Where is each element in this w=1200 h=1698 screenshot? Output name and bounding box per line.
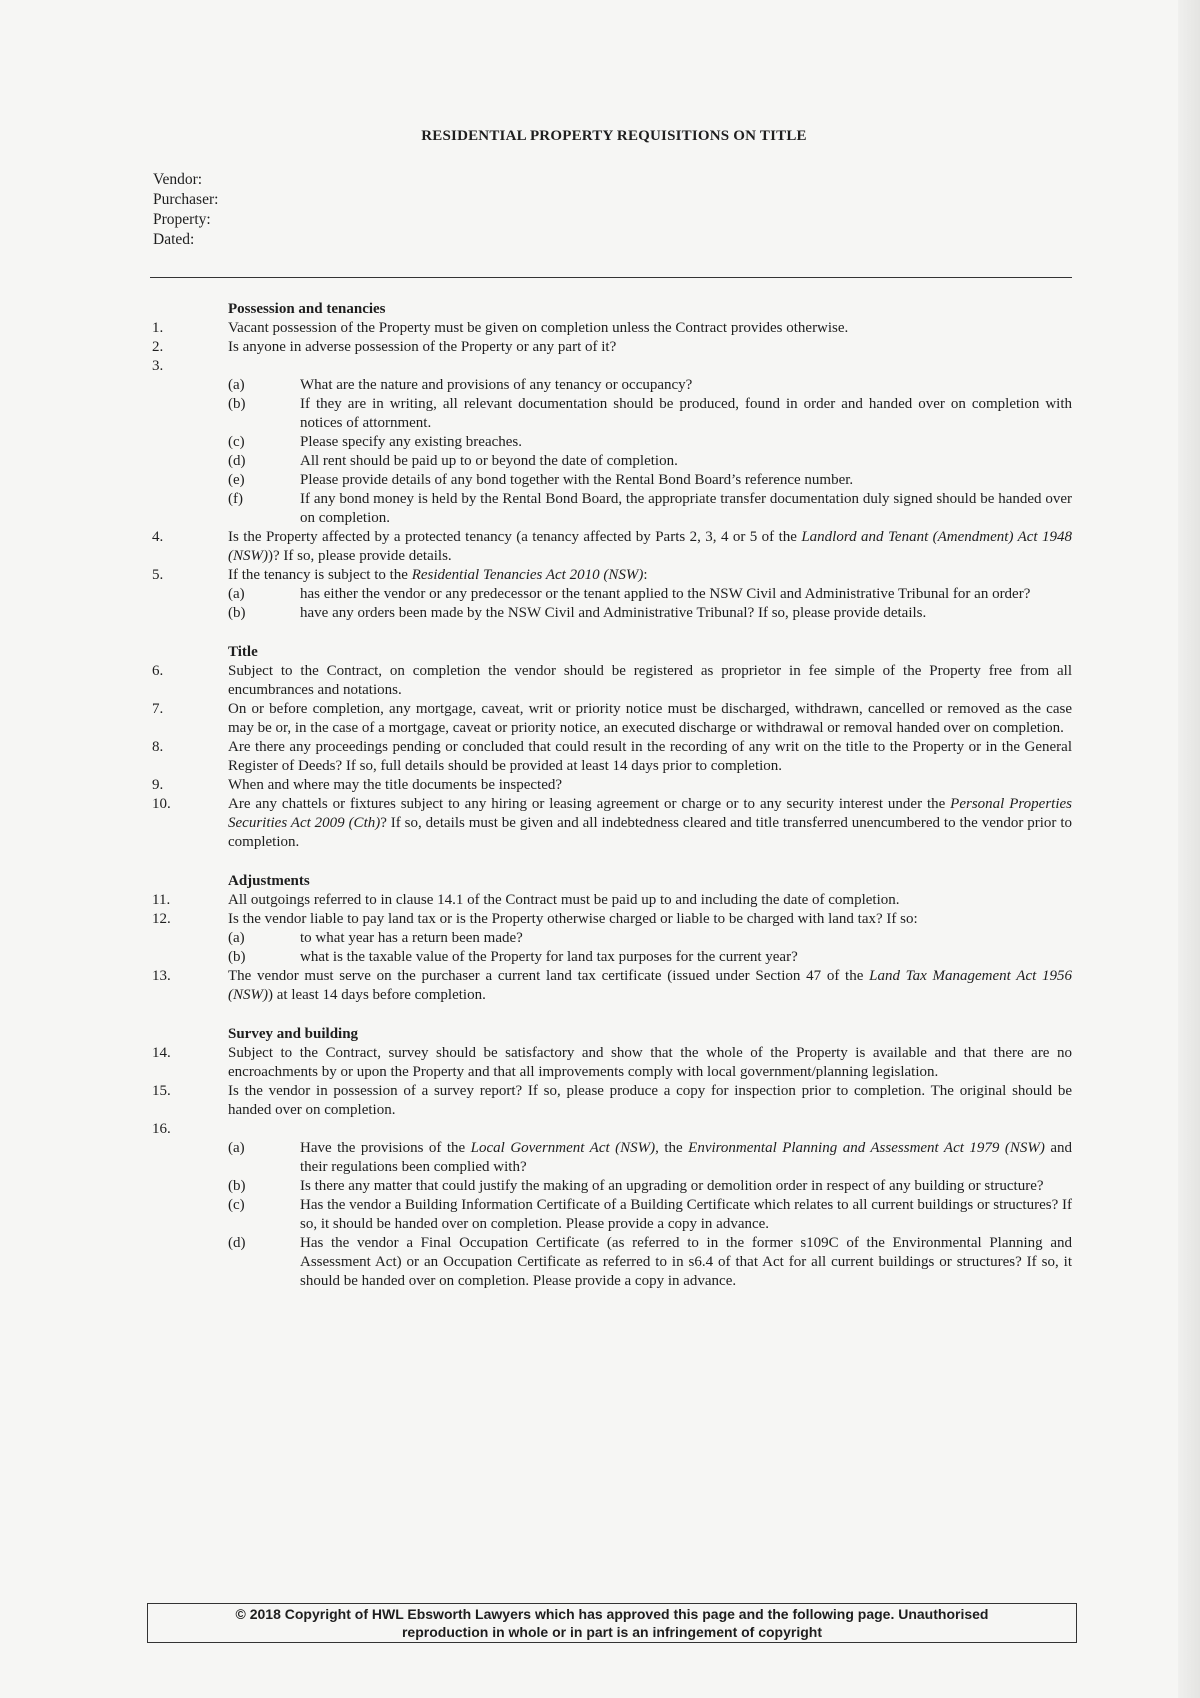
vendor-label: Vendor:: [153, 171, 203, 188]
sub-item-text: Please specify any existing breaches.: [300, 434, 523, 450]
sub-item-text: Is there any matter that could justify the making of an upgrading or demolition order in respect of any building or structure?: [300, 1178, 1044, 1194]
requisition-item: [152, 910, 1072, 929]
requisition-item: [152, 776, 1072, 795]
sub-item-text: If they are in writing, all relevant documentation should be produced, found in order and handed over on completion with notices of attornment.: [300, 396, 1072, 431]
property-label: Property:: [153, 211, 211, 228]
sub-item-text: Has the vendor a Building Information Certificate of a Building Certificate which relates to all current buildings or structures? If so, it should be handed over on completion. Please provide a copy in advance.: [300, 1197, 1072, 1232]
sub-item-label: (c): [228, 434, 245, 450]
item-text: )? If so, please provide details.: [268, 548, 452, 564]
document-title: RESIDENTIAL PROPERTY REQUISITIONS ON TITLE: [421, 128, 807, 144]
item-text: When and where may the title documents be inspected?: [228, 777, 563, 793]
sub-item-label: (a): [228, 1140, 245, 1156]
sub-item-label: (f): [228, 491, 243, 507]
item-text: ) at least 14 days before completion.: [268, 987, 486, 1003]
act-citation: Local Government Act (NSW): [470, 1140, 656, 1156]
sub-item-label: (b): [228, 396, 246, 412]
item-text: :: [643, 567, 648, 583]
sub-item-label: (d): [228, 453, 246, 469]
sub-item-text: Please provide details of any bond together with the Rental Bond Board’s reference number.: [300, 472, 854, 488]
section-heading-title: Title: [228, 644, 258, 660]
sub-item-label: (b): [228, 605, 246, 621]
sub-item: [152, 395, 1072, 433]
requisition-item: [152, 662, 1072, 700]
sub-item-text: All rent should be paid up to or beyond the date of completion.: [300, 453, 678, 469]
item-text: Are any chattels or fixtures subject to any hiring or leasing agreement or charge or to any security interest under the: [228, 796, 951, 812]
item-text: Is the vendor in possession of a survey report? If so, please produce a copy for inspection prior to completion. The original should be handed over on completion.: [228, 1083, 1072, 1118]
header-divider: [150, 277, 1072, 278]
act-citation: Landlord and Tenant (Amendment) Act 1948 (NSW): [228, 529, 1072, 564]
requisition-item: [152, 795, 1072, 852]
sub-item: [152, 490, 1072, 528]
item-number: 1.: [152, 320, 164, 336]
item-text: Are there any proceedings pending or concluded that could result in the recording of any writ on the title to the Property or in the General Register of Deeds? If so, full details should be provided at least 14 days prior to completion.: [228, 739, 1072, 774]
sub-item-text: If any bond money is held by the Rental Bond Board, the appropriate transfer documentation duly signed should be handed over on completion.: [300, 491, 1072, 526]
sub-item: [152, 433, 1072, 452]
sub-item: [152, 471, 1072, 490]
item-number: 10.: [152, 796, 171, 812]
sub-item-label: (a): [228, 930, 245, 946]
sub-item: [152, 585, 1072, 604]
requisition-item: [152, 967, 1072, 1005]
requisition-item: [152, 1044, 1072, 1082]
item-text: On or before completion, any mortgage, caveat, writ or priority notice must be discharged, withdrawn, cancelled or removed as the case may be or, in the case of a mortgage, caveat or priority notice, an executed discharge or withdrawal or removal handed over on completion.: [228, 701, 1072, 736]
item-number: 15.: [152, 1083, 171, 1099]
requisition-item: [152, 338, 1072, 357]
item-text: All outgoings referred to in clause 14.1 of the Contract must be paid up to and including the date of completion.: [228, 892, 900, 908]
act-citation: Residential Tenancies Act 2010 (NSW): [411, 567, 644, 583]
purchaser-label: Purchaser:: [153, 191, 219, 208]
sub-item: [152, 452, 1072, 471]
sub-item-text: Has the vendor a Final Occupation Certificate (as referred to in the former s109C of the Environmental Planning and Assessment Act) or an Occupation Certificate as referred to in s6.4 of that Act for all current buildings or structures? If so, it should be handed over on completion. Please provide a copy in advance.: [300, 1235, 1072, 1289]
copyright-line-2: reproduction in whole or in part is an infringement of copyright: [401, 1624, 822, 1640]
page-edge-shadow: [1178, 0, 1200, 1698]
requisition-item: [152, 319, 1072, 338]
section-heading-adjustments: Adjustments: [228, 873, 310, 889]
item-number: 6.: [152, 663, 164, 679]
item-number: 14.: [152, 1045, 171, 1061]
item-text: Is anyone in adverse possession of the Property or any part of it?: [228, 339, 617, 355]
copyright-footer: [147, 1603, 1077, 1643]
sub-item-label: (e): [228, 472, 245, 488]
section-heading-possession: Possession and tenancies: [228, 301, 386, 317]
requisition-item: [152, 738, 1072, 776]
sub-item-text: , the: [655, 1140, 689, 1156]
sub-item-text: have any orders been made by the NSW Civil and Administrative Tribunal? If so, please provide details.: [300, 605, 927, 621]
sub-item-label: (b): [228, 949, 246, 965]
item-number: 2.: [152, 339, 164, 355]
requisition-item: [152, 700, 1072, 738]
act-citation: Environmental Planning and Assessment Act 1979 (NSW): [688, 1140, 1045, 1156]
item-number: 7.: [152, 701, 164, 717]
requisition-item: [152, 357, 1072, 376]
sub-item-text: What are the nature and provisions of any tenancy or occupancy?: [300, 377, 693, 393]
item-number: 13.: [152, 968, 171, 984]
document-fields: [153, 170, 218, 250]
sub-item-text: to what year has a return been made?: [300, 930, 523, 946]
item-text: Subject to the Contract, on completion the vendor should be registered as proprietor in fee simple of the Property free from all encumbrances and notations.: [228, 663, 1072, 698]
item-text: Is the Property affected by a protected tenancy (a tenancy affected by Parts 2, 3, 4 or 5 of the: [228, 529, 802, 545]
act-citation: Land Tax Management Act 1956 (NSW): [228, 968, 1072, 1003]
requisition-item: [152, 891, 1072, 910]
item-number: 8.: [152, 739, 164, 755]
requisitions-body: [152, 300, 1072, 1291]
requisition-item: [152, 566, 1072, 585]
sub-item: [152, 1139, 1072, 1177]
item-number: 12.: [152, 911, 171, 927]
sub-item-text: and their regulations been complied with?: [300, 1140, 1072, 1175]
dated-label: Dated:: [153, 231, 195, 248]
sub-item-label: (b): [228, 1178, 246, 1194]
item-number: 11.: [152, 892, 171, 908]
sub-item: [152, 948, 1072, 967]
item-number: 5.: [152, 567, 164, 583]
item-number: 3.: [152, 358, 164, 374]
sub-item-label: (a): [228, 586, 245, 602]
sub-item: [152, 1234, 1072, 1291]
item-text: Subject to the Contract, survey should be satisfactory and show that the whole of the Property is available and that there are no encroachments by or upon the Property and that all improvements comply with local government/planning legislation.: [228, 1045, 1072, 1080]
item-text: The vendor must serve on the purchaser a current land tax certificate (issued under Section 47 of the: [228, 968, 870, 984]
item-number: 9.: [152, 777, 164, 793]
act-citation: Personal Properties Securities Act 2009 (Cth): [228, 796, 1072, 831]
sub-item-label: (c): [228, 1197, 245, 1213]
sub-item: [152, 376, 1072, 395]
sub-item-text: what is the taxable value of the Property for land tax purposes for the current year?: [300, 949, 798, 965]
item-text: ? If so, details must be given and all indebtedness cleared and title transferred unencumbered to the vendor prior to completion.: [228, 815, 1072, 850]
section-heading-survey: Survey and building: [228, 1026, 359, 1042]
copyright-line-1: © 2018 Copyright of HWL Ebsworth Lawyers which has approved this page and the following page. Unauthorised: [235, 1606, 989, 1622]
item-number: 16.: [152, 1121, 171, 1137]
sub-item-text: Have the provisions of the: [300, 1140, 471, 1156]
sub-item: [152, 604, 1072, 623]
requisition-item: [152, 528, 1072, 566]
sub-item: [152, 1177, 1072, 1196]
sub-item: [152, 929, 1072, 948]
item-text: Vacant possession of the Property must be given on completion unless the Contract provides otherwise.: [228, 320, 849, 336]
requisition-item: [152, 1120, 1072, 1139]
sub-item-label: (a): [228, 377, 245, 393]
sub-item-text: has either the vendor or any predecessor or the tenant applied to the NSW Civil and Administrative Tribunal for an order?: [300, 586, 1031, 602]
sub-item-label: (d): [228, 1235, 246, 1251]
sub-item: [152, 1196, 1072, 1234]
item-text: If the tenancy is subject to the: [228, 567, 412, 583]
requisition-item: [152, 1082, 1072, 1120]
item-text: Is the vendor liable to pay land tax or is the Property otherwise charged or liable to be charged with land tax? If so:: [228, 911, 918, 927]
item-number: 4.: [152, 529, 164, 545]
